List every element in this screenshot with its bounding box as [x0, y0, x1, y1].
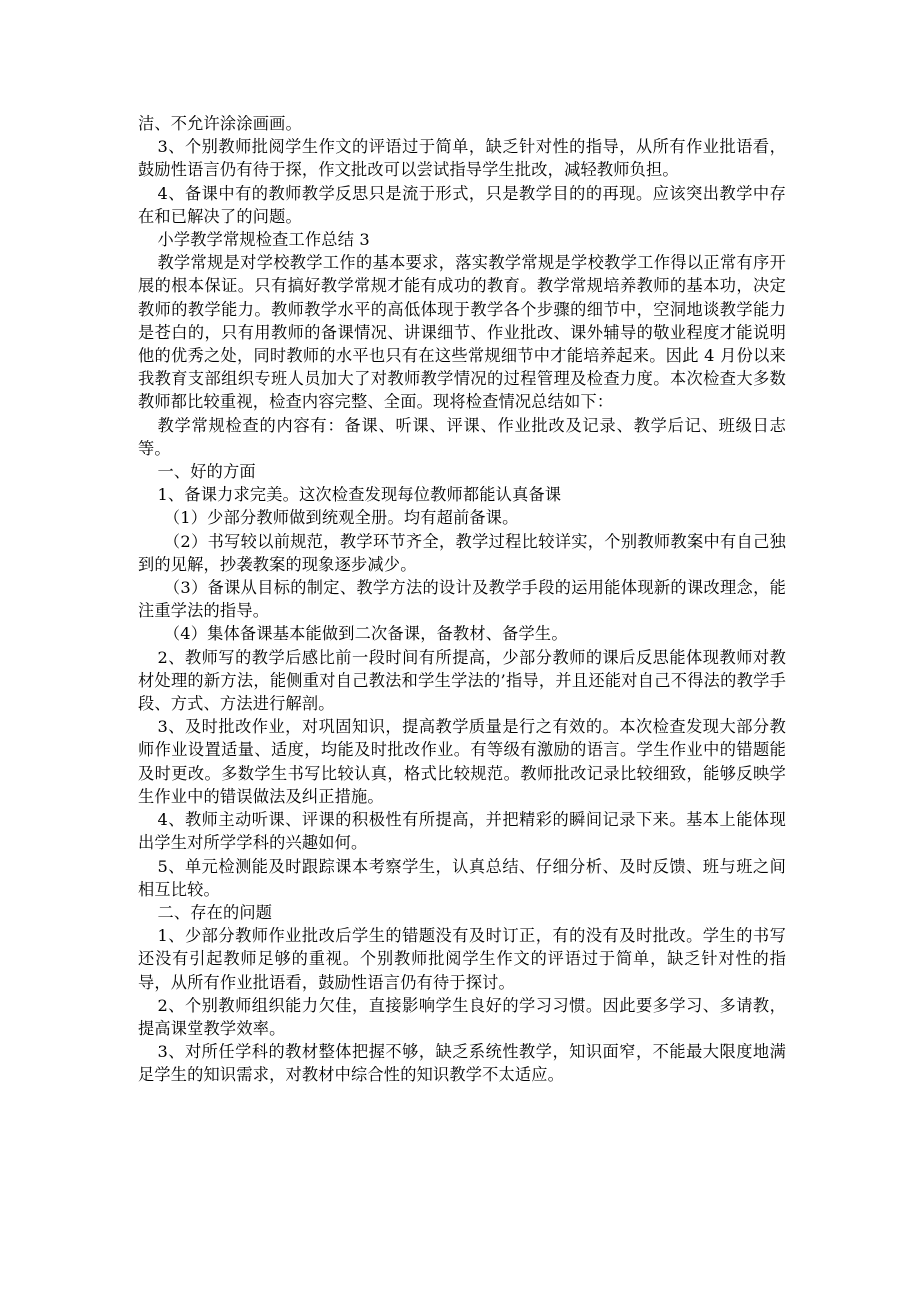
- paragraph: 2、个别教师组织能力欠佳，直接影响学生良好的学习习惯。因此要多学习、多请教，提高课堂教学效率。: [138, 995, 786, 1038]
- paragraph: 1、备课力求完美。这次检查发现每位教师都能认真备课: [157, 485, 562, 505]
- section-heading: 小学教学常规检查工作总结 3: [157, 230, 370, 250]
- list-item: （4）集体备课基本能做到二次备课，备教材、备学生。: [163, 624, 568, 644]
- paragraph: 教学常规是对学校教学工作的基本要求，落实教学常规是学校教学工作得以正常有序开展的根本保证。只有搞好教学常规才能有成功的教育。教学常规培养教师的基本功，决定教师的教学能力。教师教学水平的高低体现于教学各个步骤的细节中，空洞地谈教学能力是苍白的，只有用教师的备课情况、讲课细节、作业批改、课外辅导的敬业程度才能说明他的优秀之处，同时教师的水平也只有在这些常规细节中才能培养起来。因此 4 月份以来我教育支部组织专班人员加大了对教师教学情况的过程管理及检查力度。本次检查大多数教师都比较重视，检查内容完整、全面。现将检查情况总结如下：: [138, 253, 786, 412]
- paragraph: 4、教师主动听课、评课的积极性有所提高，并把精彩的瞬间记录下来。基本上能体现出学生对所学学科的兴趣如何。: [138, 810, 786, 853]
- paragraph: 5、单元检测能及时跟踪课本考察学生，认真总结、仔细分析、及时反馈、班与班之间相互比较。: [138, 856, 786, 899]
- paragraph: 教学常规检查的内容有：备课、听课、评课、作业批改及记录、教学后记、班级日志等。: [138, 415, 786, 458]
- list-item: （2）书写较以前规范，教学环节齐全，教学过程比较详实，个别教师教案中有自己独到的见解，抄袭教案的现象逐步减少。: [138, 531, 786, 574]
- paragraph: 洁、不允许涂涂画画。: [138, 114, 302, 133]
- paragraph: 1、少部分教师作业批改后学生的错题没有及时订正，有的没有及时批改。学生的书写还没有引起教师足够的重视。个别教师批阅学生作文的评语过于简单，缺乏针对性的指导，从所有作业批语看，鼓励性语言仍有待于探讨。: [138, 926, 786, 992]
- paragraph: 3、及时批改作业，对巩固知识，提高教学质量是行之有效的。本次检查发现大部分教师作业设置适量、适度，均能及时批改作业。有等级有激励的语言。学生作业中的错题能及时更改。多数学生书写比较认真，格式比较规范。教师批改记录比较细致，能够反映学生作业中的错误做法及纠正措施。: [138, 717, 786, 806]
- list-item: （3）备课从目标的制定、教学方法的设计及教学手段的运用能体现新的课改理念，能注重学法的指导。: [138, 578, 786, 621]
- paragraph: 3、对所任学科的教材整体把握不够，缺乏系统性教学，知识面窄，不能最大限度地满足学生的知识需求，对教材中综合性的知识教学不太适应。: [138, 1042, 786, 1085]
- document-page: [138, 112, 786, 1087]
- list-item: （1）少部分教师做到统观全册。均有超前备课。: [163, 508, 519, 528]
- paragraph: 3、个别教师批阅学生作文的评语过于简单，缺乏针对性的指导，从所有作业批语看，鼓励性语言仍有待于探，作文批改可以尝试指导学生批改，减轻教师负担。: [138, 137, 786, 180]
- paragraph: 4、备课中有的教师教学反思只是流于形式，只是教学目的的再现。应该突出教学中存在和已解决了的问题。: [138, 183, 786, 226]
- section-heading: 一、好的方面: [157, 462, 256, 482]
- paragraph: 2、教师写的教学后感比前一段时间有所提高，少部分教师的课后反思能体现教师对教材处理的新方法，能侧重对自己教法和学生学法的’指导，并且还能对自己不得法的教学手段、方式、方法进行解剖。: [138, 647, 786, 714]
- section-heading: 二、存在的问题: [157, 902, 273, 922]
